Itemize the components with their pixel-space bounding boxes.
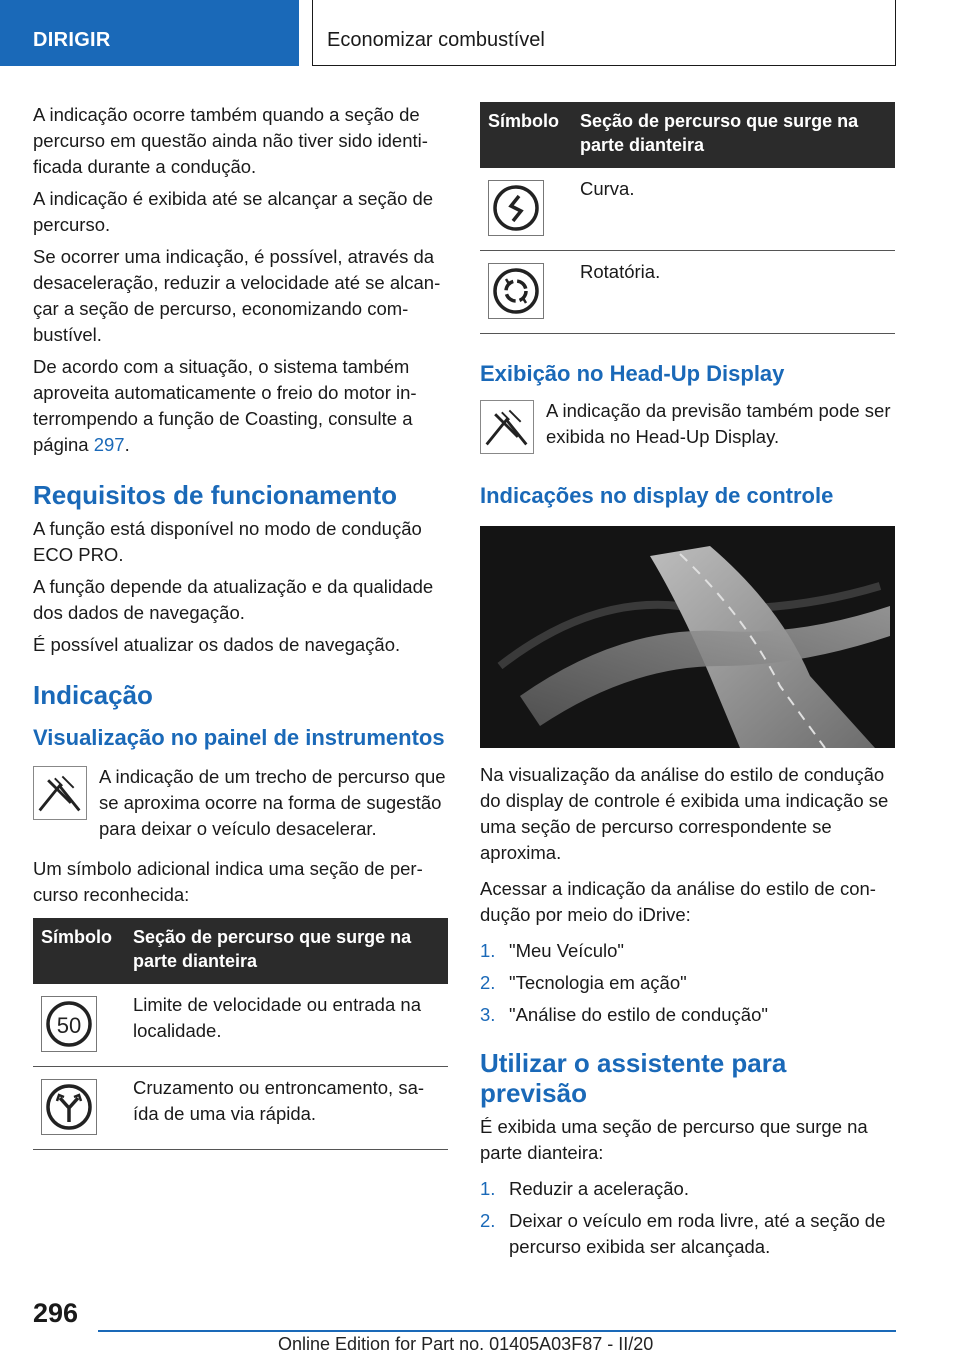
symbol-table: [480, 102, 895, 334]
table-cell: Limite de velocidade ou entrada na localidade.: [125, 984, 448, 1067]
speed-limit-value: 50: [56, 1013, 82, 1038]
paragraph: Acessar a indicação da análise do estilo de condução por meio do iDrive:: [480, 878, 876, 925]
table-header-row: [480, 102, 895, 168]
heading-display: Indicações no display de controle: [480, 483, 834, 508]
curve-icon: [488, 180, 544, 236]
step-text: "Análise do estilo de condução": [509, 1004, 768, 1025]
list-item: [480, 1002, 895, 1028]
table-row: [480, 251, 895, 334]
step-number: 2.: [480, 1210, 496, 1231]
symbol-table: [33, 918, 448, 1150]
section-tab: DIRIGIR: [0, 0, 299, 66]
paragraph-end: .: [124, 434, 130, 455]
step-text: "Meu Veículo": [509, 940, 624, 961]
list-item: [480, 938, 895, 964]
left-column: [33, 102, 448, 1150]
paragraph: [33, 354, 448, 458]
list-item: [480, 970, 895, 996]
column-header-symbol: Símbolo: [480, 102, 572, 168]
instrument-panel-row: [33, 764, 448, 842]
paragraph: A indicação de um trecho de percurso que se aproxima ocorre na forma de sugestão para deixar o veículo desacelerar.: [99, 766, 446, 839]
step-text: "Tecnologia em ação": [509, 972, 687, 993]
table-cell: Curva.: [572, 168, 895, 251]
step-number: 2.: [480, 972, 496, 993]
roundabout-icon: [488, 263, 544, 319]
coasting-suggestion-icon: [33, 766, 87, 820]
right-column: [480, 102, 895, 1266]
control-display-road-image: [480, 526, 895, 748]
paragraph: Um símbolo adicional indica uma seção de percurso reconhecida:: [33, 858, 423, 905]
heading-visualizacao: Visualização no painel de instrumentos: [33, 725, 445, 750]
paragraph: Na visualização da análise do estilo de condução do display de controle é exibida uma indicação se uma seção de percurso correspondente se aproxima.: [480, 764, 889, 863]
step-number: 1.: [480, 1178, 496, 1199]
table-cell: Cruzamento ou entroncamento, saída de uma via rápida.: [125, 1067, 448, 1150]
paragraph: Se ocorrer uma indicação, é possível, através da desaceleração, reduzir a velocidade até se alcançar a seção de percurso, economizando combustível.: [33, 246, 441, 345]
paragraph: A indicação da previsão também pode ser exibida no Head-Up Display.: [546, 400, 891, 447]
chapter-title: Economizar combustível: [312, 0, 896, 66]
column-header-section: Seção de percurso que surge na parte dianteira: [572, 102, 895, 168]
edition-text: Online Edition for Part no. 01405A03F87 - II/20: [278, 1334, 654, 1354]
paragraph: A função está disponível no modo de condução ECO PRO.: [33, 518, 422, 565]
paragraph-text: De acordo com a situação, o sistema também aproveita automaticamente o freio do motor interrompendo a função de Coasting, consulte a página: [33, 356, 417, 455]
step-text: Deixar o veículo em roda livre, até a seção de percurso exibida ser alcançada.: [509, 1210, 886, 1257]
column-header-symbol: Símbolo: [33, 918, 125, 984]
table-row: [33, 984, 448, 1067]
heading-hud: Exibição no Head-Up Display: [480, 361, 785, 386]
paragraph: É possível atualizar os dados de navegação.: [33, 634, 401, 655]
step-text: Reduzir a aceleração.: [509, 1178, 689, 1199]
list-item: [480, 1208, 895, 1260]
list-item: [480, 1176, 895, 1202]
coasting-suggestion-icon: [480, 400, 534, 454]
page-header: [0, 0, 960, 66]
junction-icon: [41, 1079, 97, 1135]
page-number: 296: [33, 1298, 79, 1328]
paragraph: A indicação é exibida até se alcançar a seção de percurso.: [33, 188, 434, 235]
table-row: [480, 168, 895, 251]
paragraph: A indicação ocorre também quando a seção de percurso em questão ainda não tiver sido identificada durante a condução.: [33, 104, 428, 177]
heading-requisitos: Requisitos de funcionamento: [33, 480, 398, 510]
table-header-row: [33, 918, 448, 984]
speed-limit-50-icon: [41, 996, 97, 1052]
heading-assistente: Utilizar o assistente para previsão: [480, 1048, 787, 1108]
table-cell: Rotatória.: [572, 251, 895, 334]
step-number: 1.: [480, 940, 496, 961]
table-row: [33, 1067, 448, 1150]
footer-divider: [98, 1330, 896, 1332]
paragraph: É exibida uma seção de percurso que surge na parte dianteira:: [480, 1116, 868, 1163]
page-reference-link[interactable]: 297: [93, 434, 125, 455]
hud-row: [480, 398, 895, 460]
assistant-steps-list: [480, 1176, 895, 1260]
heading-indicacao: Indicação: [33, 680, 153, 710]
column-header-section: Seção de percurso que surge na parte dianteira: [125, 918, 448, 984]
idrive-steps-list: [480, 938, 895, 1028]
step-number: 3.: [480, 1004, 496, 1025]
paragraph: A função depende da atualização e da qualidade dos dados de navegação.: [33, 576, 434, 623]
